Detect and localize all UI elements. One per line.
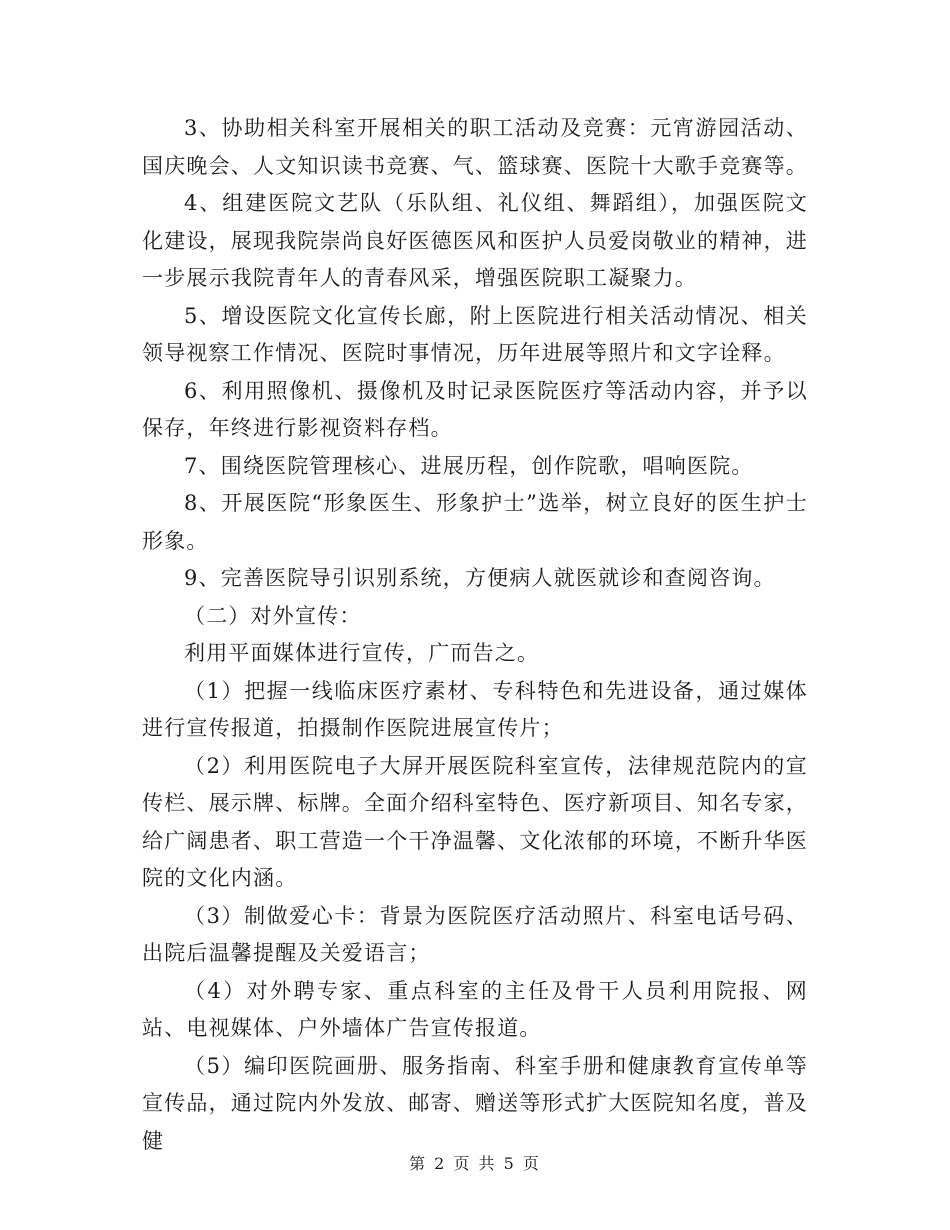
paragraph-signage-system: 9、完善医院导引识别系统，方便病人就医就诊和查阅咨询。 — [184, 566, 776, 590]
paragraph-print-media: 利用平面媒体进行宣传，广而告之。 — [184, 641, 540, 665]
paragraph-hospital-song: 7、围绕医院管理核心、进展历程，创作院歌，唱响医院。 — [184, 453, 754, 478]
paragraph-item-2: （2）利用医院电子大屏开展医院科室宣传，法律规范院内的宣传栏、展示牌、标牌。全面介绍科室特色、医疗新项目、知名专家，给广阔患者、职工营造一个干净温馨、文化浓郁的环境，不断升华医院的文化内涵。 — [142, 753, 808, 890]
page-number-footer: 第 2 页 共 5 页 — [409, 1154, 541, 1173]
paragraph-item-5: （5）编印医院画册、服务指南、科室手册和健康教育宣传单等宣传品，通过院内外发放、邮寄、赠送等形式扩大医院知名度，普及健 — [142, 1053, 808, 1153]
section-heading-external: （二）对外宣传： — [184, 603, 362, 628]
paragraph-photo-archive: 6、利用照像机、摄像机及时记录医院医疗等活动内容，并予以保存，年终进行影视资料存档。 — [142, 378, 808, 440]
paragraph-item-1: （1）把握一线临床医疗素材、专科特色和先进设备，通过媒体进行宣传报道，拍摄制作医院进展宣传片； — [142, 678, 808, 740]
paragraph-image-selection: 8、开展医院“形象医生、形象护士”选举，树立良好的医生护士形象。 — [142, 491, 808, 553]
paragraph-activities: 3、协助相关科室开展相关的职工活动及竞赛：元宵游园活动、国庆晚会、人文知识读书竞赛、气、篮球赛、医院十大歌手竞赛等。 — [142, 116, 808, 178]
paragraph-item-3: （3）制做爱心卡：背景为医院医疗活动照片、科室电话号码、出院后温馨提醒及关爱语言； — [142, 903, 808, 965]
paragraph-art-troupe: 4、组建医院文艺队（乐队组、礼仪组、舞蹈组），加强医院文化建设，展现我院崇尚良好医德医风和医护人员爱岗敬业的精神，进一步展示我院青年人的青春风采，增强医院职工凝聚力。 — [142, 191, 808, 290]
paragraph-culture-corridor: 5、增设医院文化宣传长廊，附上医院进行相关活动情况、相关领导视察工作情况、医院时事情况，历年进展等照片和文字诠释。 — [142, 303, 808, 365]
page-body — [142, 110, 808, 1160]
paragraph-item-4: （4）对外聘专家、重点科室的主任及骨干人员利用院报、网站、电视媒体、户外墙体广告宣传报道。 — [142, 978, 808, 1040]
